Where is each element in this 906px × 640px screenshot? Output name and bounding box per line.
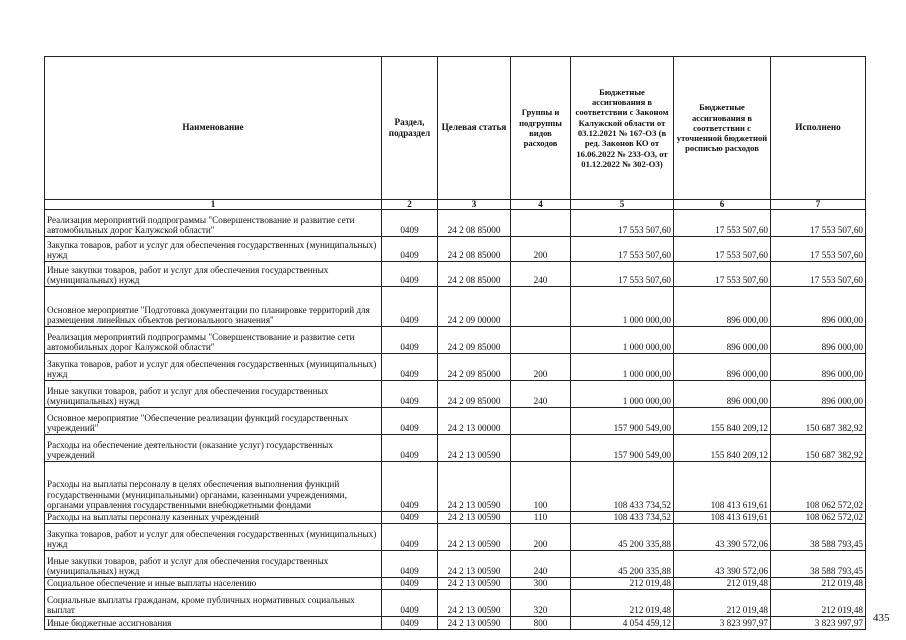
header-target: Целевая статья — [438, 57, 511, 200]
header-alloc-refined: Бюджетные ассигнования в соответствии с уточненной бюджетной росписью расходов — [674, 57, 771, 200]
cell-target: 24 2 09 85000 — [438, 354, 511, 381]
budget-table — [44, 56, 866, 630]
page-number: 435 — [873, 612, 890, 624]
cell-target: 24 2 08 85000 — [438, 262, 511, 287]
table-row — [45, 512, 866, 524]
table-row — [45, 237, 866, 262]
cell-group — [511, 210, 571, 237]
cell-alloc-refined: 896 000,00 — [674, 354, 771, 381]
cell-executed: 896 000,00 — [771, 287, 866, 327]
cell-section: 0409 — [382, 327, 438, 354]
cell-group: 300 — [511, 578, 571, 590]
cell-target: 24 2 13 00590 — [438, 590, 511, 617]
cell-executed: 212 019,48 — [771, 578, 866, 590]
cell-executed: 108 062 572,02 — [771, 462, 866, 512]
cell-name: Закупка товаров, работ и услуг для обеспечения государственных (муниципальных) нужд — [45, 524, 382, 551]
cell-group: 320 — [511, 590, 571, 617]
cell-target: 24 2 13 00590 — [438, 462, 511, 512]
cell-alloc-law: 45 200 335,88 — [571, 551, 674, 578]
cell-alloc-law: 45 200 335,88 — [571, 524, 674, 551]
cell-name: Реализация мероприятий подпрограммы "Совершенствование и развитие сети автомобильных дорог Калужской области" — [45, 327, 382, 354]
cell-name: Иные закупки товаров, работ и услуг для обеспечения государственных (муниципальных) нужд — [45, 262, 382, 287]
cell-name: Основное мероприятие "Подготовка документации по планировке территорий для размещения линейных объектов регионального значения" — [45, 287, 382, 327]
cell-executed: 896 000,00 — [771, 354, 866, 381]
table-row — [45, 210, 866, 237]
cell-executed: 212 019,48 — [771, 590, 866, 617]
cell-executed: 17 553 507,60 — [771, 237, 866, 262]
cell-executed: 150 687 382,92 — [771, 408, 866, 435]
cell-alloc-refined: 896 000,00 — [674, 381, 771, 408]
cell-section: 0409 — [382, 408, 438, 435]
cell-executed: 17 553 507,60 — [771, 262, 866, 287]
column-number-row — [45, 200, 866, 210]
cell-alloc-law: 108 433 734,52 — [571, 462, 674, 512]
cell-section: 0409 — [382, 287, 438, 327]
cell-alloc-law: 4 054 459,12 — [571, 617, 674, 630]
cell-alloc-law: 17 553 507,60 — [571, 262, 674, 287]
cell-section: 0409 — [382, 551, 438, 578]
cell-executed: 38 588 793,45 — [771, 524, 866, 551]
cell-alloc-refined: 108 413 619,61 — [674, 462, 771, 512]
cell-target: 24 2 08 85000 — [438, 237, 511, 262]
cell-alloc-refined: 17 553 507,60 — [674, 210, 771, 237]
table-row — [45, 617, 866, 630]
cell-section: 0409 — [382, 354, 438, 381]
cell-alloc-law: 1 000 000,00 — [571, 327, 674, 354]
cell-executed: 108 062 572,02 — [771, 512, 866, 524]
header-section: Раздел, подраздел — [382, 57, 438, 200]
cell-alloc-refined: 155 840 209,12 — [674, 435, 771, 462]
cell-section: 0409 — [382, 578, 438, 590]
table-row — [45, 354, 866, 381]
col-number: 6 — [674, 200, 771, 210]
cell-alloc-law: 108 433 734,52 — [571, 512, 674, 524]
cell-group: 240 — [511, 381, 571, 408]
cell-alloc-law: 1 000 000,00 — [571, 381, 674, 408]
col-number: 7 — [771, 200, 866, 210]
cell-alloc-law: 1 000 000,00 — [571, 354, 674, 381]
header-executed: Исполнено — [771, 57, 866, 200]
cell-target: 24 2 13 00590 — [438, 551, 511, 578]
cell-group: 800 — [511, 617, 571, 630]
header-groups: Группы и подгруппы видов расходов — [511, 57, 571, 200]
cell-group: 240 — [511, 262, 571, 287]
col-number: 3 — [438, 200, 511, 210]
cell-target: 24 2 09 00000 — [438, 287, 511, 327]
cell-group — [511, 327, 571, 354]
table-row — [45, 578, 866, 590]
cell-name: Закупка товаров, работ и услуг для обеспечения государственных (муниципальных) нужд — [45, 354, 382, 381]
cell-target: 24 2 08 85000 — [438, 210, 511, 237]
cell-alloc-law: 157 900 549,00 — [571, 408, 674, 435]
cell-target: 24 2 13 00590 — [438, 617, 511, 630]
cell-alloc-refined: 896 000,00 — [674, 327, 771, 354]
cell-target: 24 2 13 00590 — [438, 578, 511, 590]
cell-section: 0409 — [382, 590, 438, 617]
col-number: 1 — [45, 200, 382, 210]
cell-target: 24 2 13 00590 — [438, 435, 511, 462]
cell-section: 0409 — [382, 262, 438, 287]
cell-section: 0409 — [382, 381, 438, 408]
cell-executed: 17 553 507,60 — [771, 210, 866, 237]
cell-group: 240 — [511, 551, 571, 578]
cell-alloc-law: 212 019,48 — [571, 578, 674, 590]
cell-alloc-refined: 17 553 507,60 — [674, 262, 771, 287]
cell-alloc-law: 1 000 000,00 — [571, 287, 674, 327]
cell-group: 100 — [511, 462, 571, 512]
cell-name: Основное мероприятие "Обеспечение реализации функций государственных учреждений" — [45, 408, 382, 435]
cell-section: 0409 — [382, 462, 438, 512]
cell-executed: 150 687 382,92 — [771, 435, 866, 462]
col-number: 4 — [511, 200, 571, 210]
cell-alloc-refined: 3 823 997,97 — [674, 617, 771, 630]
cell-executed: 38 588 793,45 — [771, 551, 866, 578]
cell-name: Иные закупки товаров, работ и услуг для обеспечения государственных (муниципальных) нужд — [45, 551, 382, 578]
cell-group: 200 — [511, 524, 571, 551]
cell-alloc-law: 17 553 507,60 — [571, 237, 674, 262]
cell-alloc-refined: 17 553 507,60 — [674, 237, 771, 262]
cell-alloc-refined: 212 019,48 — [674, 578, 771, 590]
cell-executed: 896 000,00 — [771, 327, 866, 354]
cell-group: 200 — [511, 354, 571, 381]
cell-target: 24 2 13 00000 — [438, 408, 511, 435]
table-row — [45, 435, 866, 462]
header-alloc-law: Бюджетные ассигнования в соответствии с Законом Калужской области от 03.12.2021 № 167-ОЗ (в ред. Законов КО от 16.06.2022 № 233-ОЗ, от 01.12.2022 № 302-ОЗ) — [571, 57, 674, 200]
cell-alloc-refined: 43 390 572,06 — [674, 524, 771, 551]
table-row — [45, 551, 866, 578]
table-row — [45, 524, 866, 551]
table-row — [45, 262, 866, 287]
cell-executed: 3 823 997,97 — [771, 617, 866, 630]
cell-name: Иные бюджетные ассигнования — [45, 617, 382, 630]
cell-section: 0409 — [382, 512, 438, 524]
cell-group: 200 — [511, 237, 571, 262]
cell-target: 24 2 13 00590 — [438, 524, 511, 551]
cell-name: Закупка товаров, работ и услуг для обеспечения государственных (муниципальных) нужд — [45, 237, 382, 262]
header-name: Наименование — [45, 57, 382, 200]
cell-alloc-refined: 212 019,48 — [674, 590, 771, 617]
cell-alloc-law: 212 019,48 — [571, 590, 674, 617]
cell-target: 24 2 13 00590 — [438, 512, 511, 524]
cell-name: Расходы на выплаты персоналу казенных учреждений — [45, 512, 382, 524]
cell-group — [511, 435, 571, 462]
col-number: 2 — [382, 200, 438, 210]
table-row — [45, 462, 866, 512]
cell-alloc-refined: 155 840 209,12 — [674, 408, 771, 435]
table-row — [45, 327, 866, 354]
cell-group — [511, 408, 571, 435]
table-row — [45, 287, 866, 327]
col-number: 5 — [571, 200, 674, 210]
table-row — [45, 408, 866, 435]
cell-executed: 896 000,00 — [771, 381, 866, 408]
cell-name: Расходы на выплаты персоналу в целях обеспечения выполнения функций государственными (муниципальными) органами, казенными учреждениями, органами управления государственными внебюджетными фондами — [45, 462, 382, 512]
cell-name: Социальное обеспечение и иные выплаты населению — [45, 578, 382, 590]
cell-target: 24 2 09 85000 — [438, 327, 511, 354]
cell-alloc-law: 157 900 549,00 — [571, 435, 674, 462]
cell-alloc-law: 17 553 507,60 — [571, 210, 674, 237]
cell-section: 0409 — [382, 524, 438, 551]
cell-name: Иные закупки товаров, работ и услуг для обеспечения государственных (муниципальных) нужд — [45, 381, 382, 408]
cell-name: Реализация мероприятий подпрограммы "Совершенствование и развитие сети автомобильных дорог Калужской области" — [45, 210, 382, 237]
table-row — [45, 381, 866, 408]
cell-group: 110 — [511, 512, 571, 524]
cell-name: Расходы на обеспечение деятельности (оказание услуг) государственных учреждений — [45, 435, 382, 462]
cell-section: 0409 — [382, 435, 438, 462]
cell-section: 0409 — [382, 617, 438, 630]
header-row — [45, 57, 866, 200]
cell-section: 0409 — [382, 237, 438, 262]
cell-alloc-refined: 108 413 619,61 — [674, 512, 771, 524]
cell-name: Социальные выплаты гражданам, кроме публичных нормативных социальных выплат — [45, 590, 382, 617]
cell-alloc-refined: 896 000,00 — [674, 287, 771, 327]
table-row — [45, 590, 866, 617]
cell-section: 0409 — [382, 210, 438, 237]
cell-target: 24 2 09 85000 — [438, 381, 511, 408]
cell-alloc-refined: 43 390 572,06 — [674, 551, 771, 578]
cell-group — [511, 287, 571, 327]
